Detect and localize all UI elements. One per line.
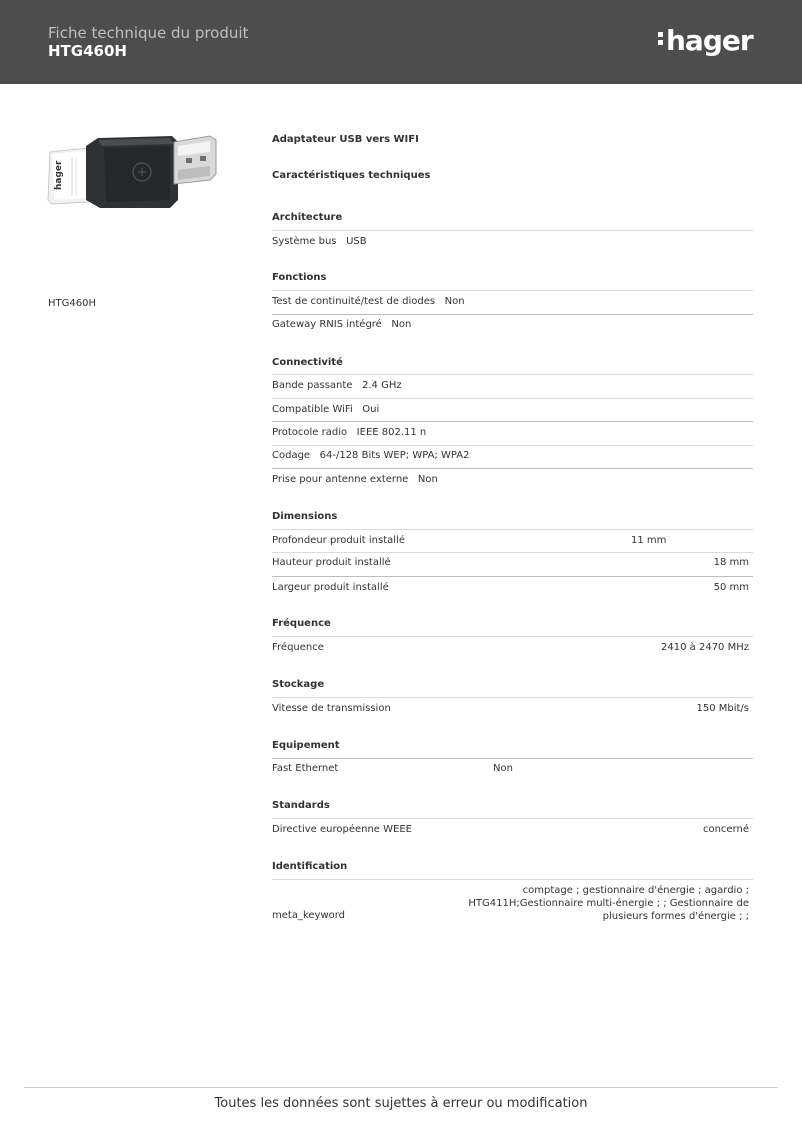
spec-row [272, 296, 753, 307]
section-title-connectivite: Connectivité [272, 357, 343, 368]
spec-row [272, 763, 753, 774]
spec-row [272, 380, 753, 391]
spec-label: Système bus [272, 236, 337, 247]
product-image [46, 128, 218, 210]
spec-value: Non [417, 474, 438, 485]
divider [272, 879, 753, 880]
divider [272, 445, 753, 446]
spec-row [272, 582, 753, 593]
spec-row [272, 824, 753, 835]
spec-label: Test de continuité/test de diodes [272, 296, 436, 307]
spec-label: Hauteur produit installé [272, 557, 391, 568]
section-title-standards: Standards [272, 800, 330, 811]
section-title-equipement: Equipement [272, 740, 340, 751]
spec-label: Protocole radio [272, 427, 348, 438]
product-reference: HTG460H [48, 298, 96, 309]
spec-label: Fréquence [272, 642, 324, 653]
spec-value: 50 mm [713, 582, 749, 593]
spec-label: Largeur produit installé [272, 582, 389, 593]
spec-row [272, 642, 753, 653]
spec-row [272, 450, 753, 461]
divider [272, 230, 753, 231]
divider [272, 576, 753, 577]
header-title: HTG460H [48, 42, 127, 60]
product-name: Adaptateur USB vers WIFI [272, 134, 419, 145]
divider [272, 529, 753, 530]
header-bar [0, 0, 802, 84]
spec-value: 11 mm [631, 535, 667, 546]
spec-value: 64-/128 Bits WEP; WPA; WPA2 [319, 450, 470, 461]
spec-row [272, 427, 753, 438]
logo-dots-icon [658, 29, 664, 48]
spec-value: concerné [702, 824, 749, 835]
divider [272, 314, 753, 315]
spec-value: 150 Mbit/s [696, 703, 749, 714]
spec-label: Bande passante [272, 380, 353, 391]
spec-label: Directive européenne WEEE [272, 824, 412, 835]
section-title-fonctions: Fonctions [272, 272, 327, 283]
spec-value: 2410 à 2470 MHz [661, 642, 749, 653]
spec-label: Prise pour antenne externe [272, 474, 409, 485]
logo-text: hager [666, 24, 753, 57]
hager-logo [658, 24, 753, 58]
spec-row [272, 236, 753, 247]
product-image-label: hager [54, 160, 64, 190]
divider [272, 636, 753, 637]
divider [272, 421, 753, 422]
spec-label: Profondeur produit installé [272, 535, 405, 546]
divider [272, 374, 753, 375]
footer-disclaimer: Toutes les données sont sujettes à erreur ou modification [214, 1096, 588, 1111]
divider [272, 758, 753, 759]
spec-row [272, 474, 753, 485]
spec-row [272, 557, 753, 568]
spec-row [272, 319, 753, 330]
spec-value: Oui [362, 404, 380, 415]
section-title-stockage: Stockage [272, 679, 325, 690]
divider [272, 468, 753, 469]
divider [272, 398, 753, 399]
divider [272, 697, 753, 698]
spec-label: Gateway RNIS intégré [272, 319, 382, 330]
spec-value-keywords: comptage ; gestionnaire d'énergie ; agardio ; HTG411H;Gestionnaire multi-énergie ; ; Gestionnaire de plusieurs formes d'énergie ; ; [468, 885, 749, 922]
specs-heading: Caractéristiques techniques [272, 170, 431, 181]
footer-divider [24, 1087, 778, 1088]
divider [272, 552, 753, 553]
spec-value: Non [391, 319, 412, 330]
section-title-identification: Identification [272, 861, 348, 872]
spec-label: Codage [272, 450, 311, 461]
spec-value: USB [346, 236, 367, 247]
spec-value: IEEE 802.11 n [356, 427, 427, 438]
spec-label: Vitesse de transmission [272, 703, 391, 714]
spec-label: Fast Ethernet [272, 763, 339, 774]
spec-value: Non [444, 296, 465, 307]
header-subtitle: Fiche technique du produit [48, 24, 249, 42]
spec-label: meta_keyword [272, 910, 346, 921]
spec-row [272, 703, 753, 714]
spec-label: Compatible WiFi [272, 404, 353, 415]
section-title-architecture: Architecture [272, 212, 343, 223]
spec-value: Non [493, 763, 513, 774]
divider [272, 818, 753, 819]
section-title-dimensions: Dimensions [272, 511, 338, 522]
spec-row [272, 404, 753, 415]
spec-value: 18 mm [713, 557, 749, 568]
divider [272, 290, 753, 291]
spec-value: 2.4 GHz [362, 380, 402, 391]
section-title-frequence: Fréquence [272, 618, 331, 629]
spec-row [272, 535, 753, 546]
